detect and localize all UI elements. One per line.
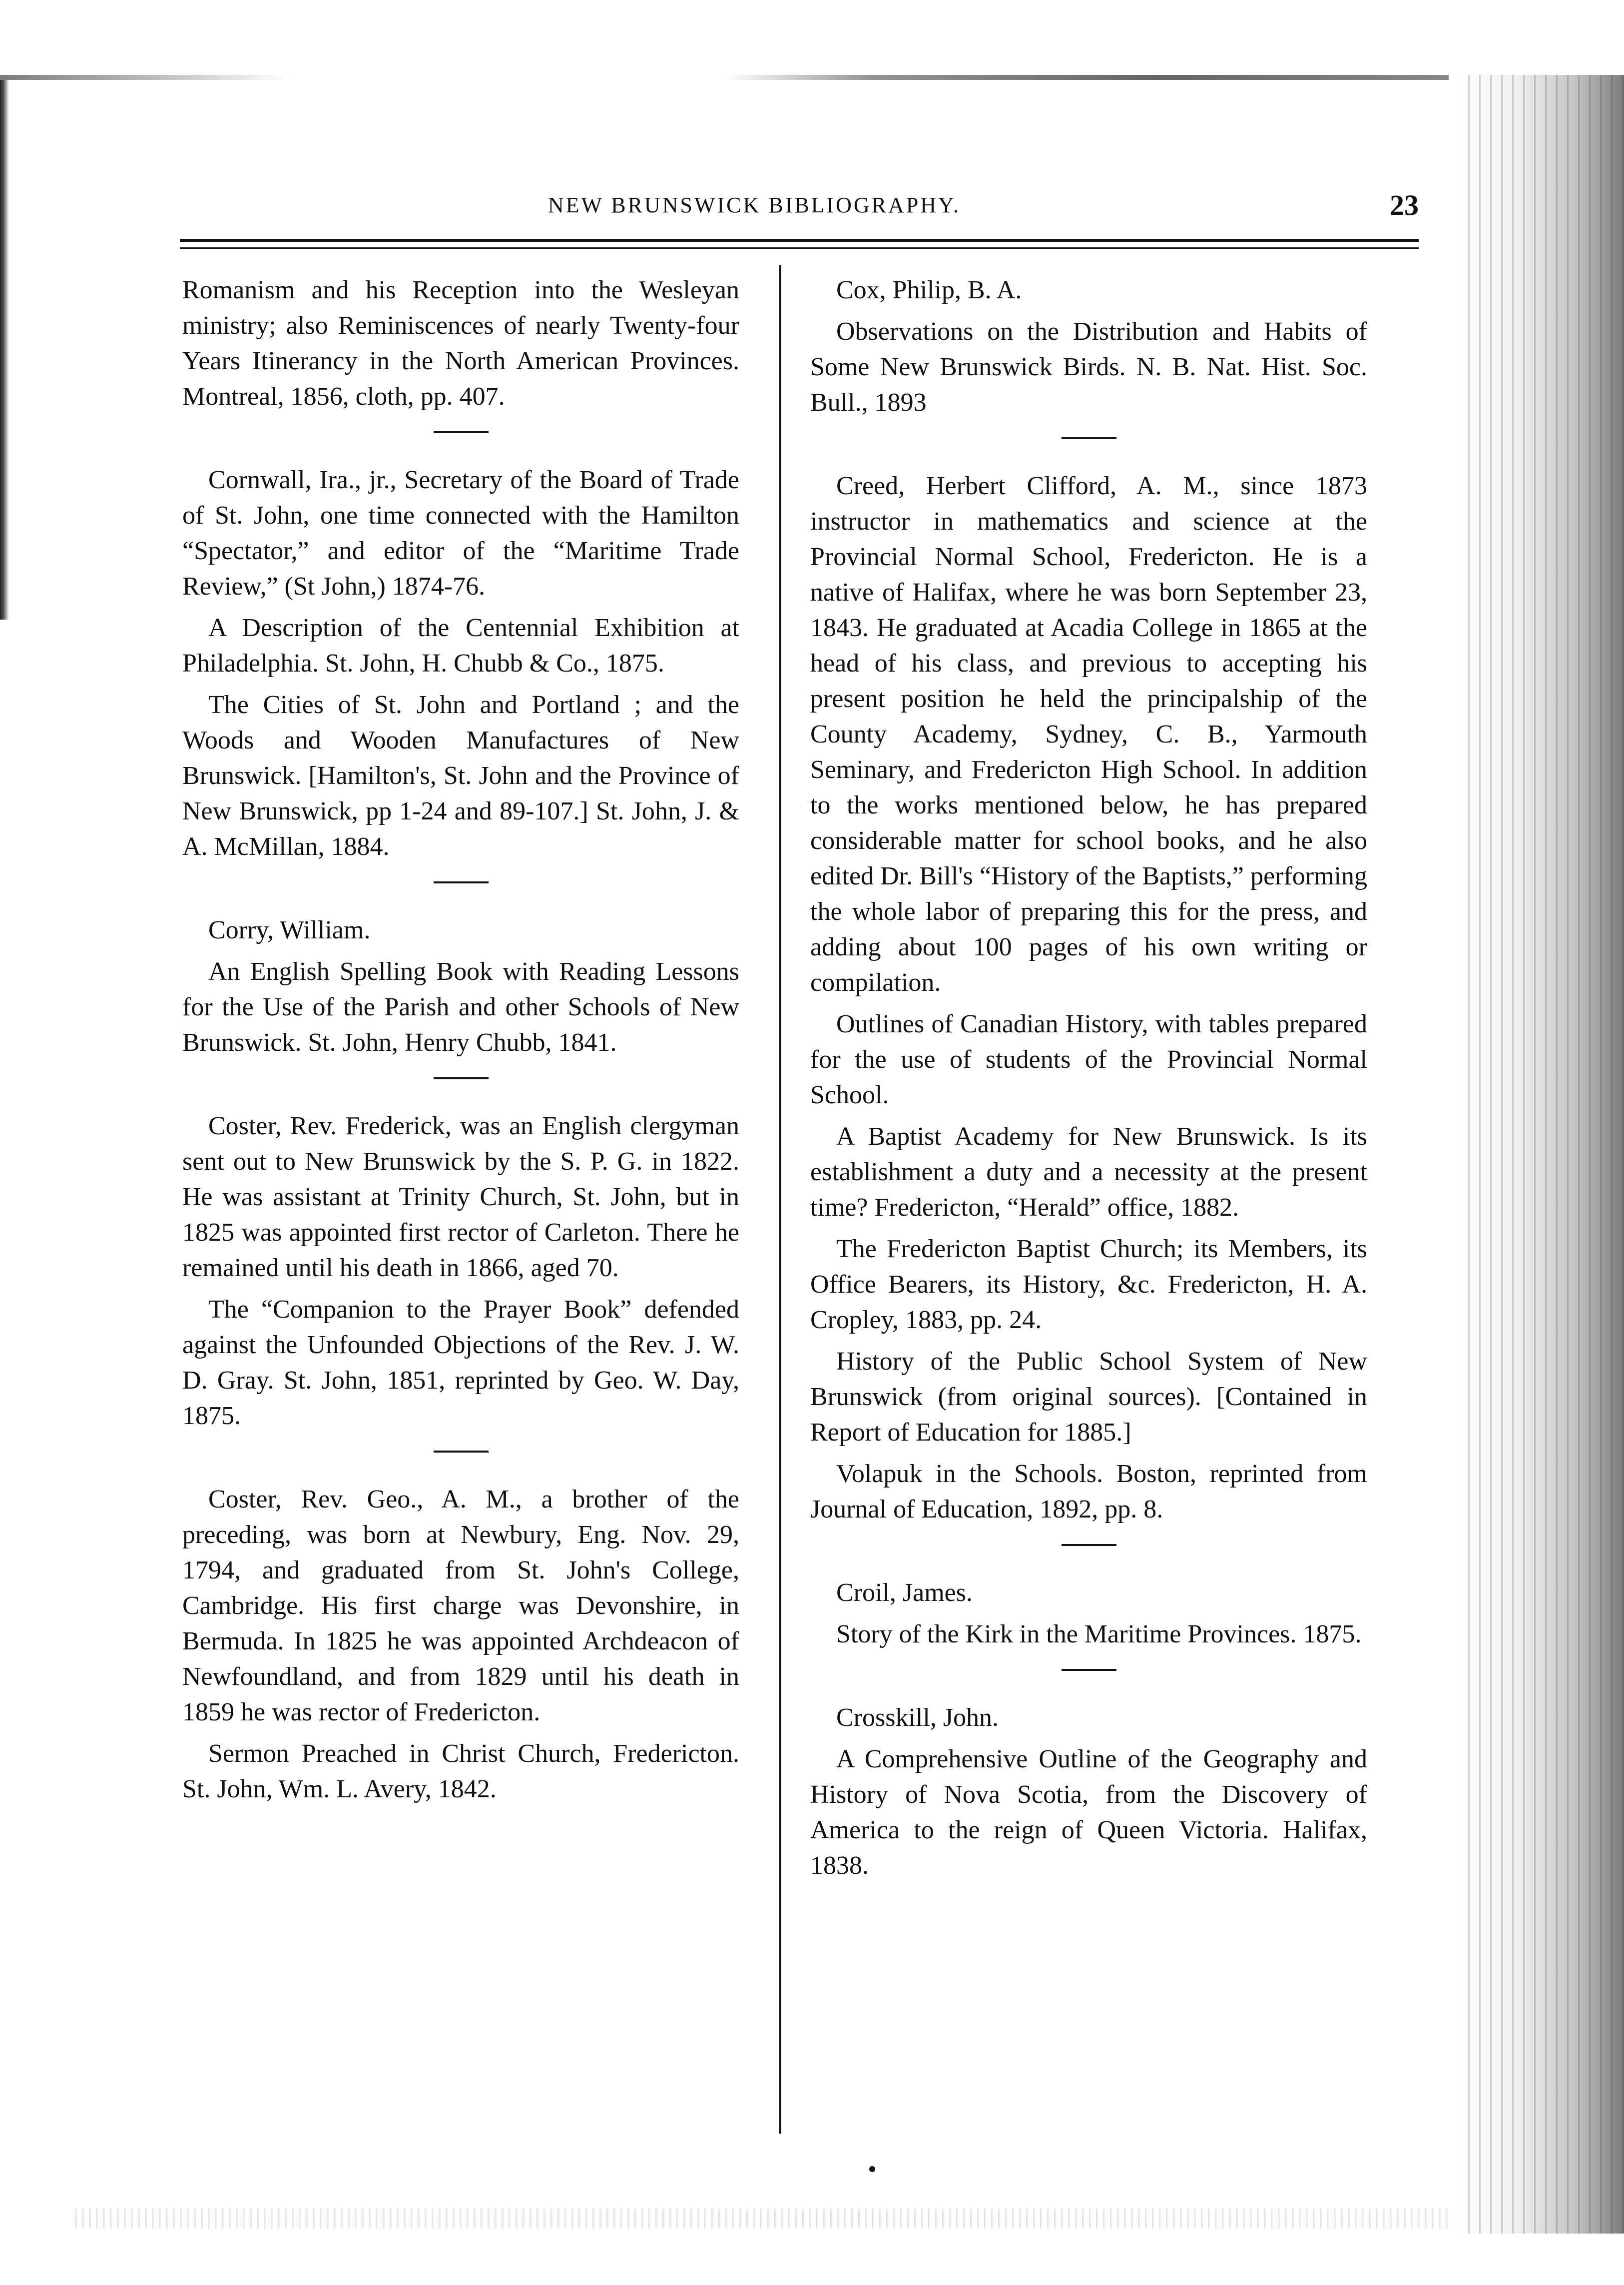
entry-heading: Cox, Philip, B. A.: [836, 276, 1022, 304]
paragraph: Romanism and his Reception into the Wesleyan ministry; also Reminiscences of nearly Twenty-four Years Itinerancy in the North American Provinces. Montreal, 1856, cloth, pp. 407.: [182, 276, 739, 411]
header-rule: [180, 239, 1419, 242]
running-title: NEW BRUNSWICK BIBLIOGRAPHY.: [547, 193, 961, 217]
paragraph: The Cities of St. John and Portland ; and the Woods and Wooden Manufactures of New Brunswick. [Hamilton's, St. John and the Province of New Brunswick, pp 1-24 and 89-107.] St. John, J. & A. McMillan, 1884.: [182, 691, 739, 861]
entry-separator: [1062, 1669, 1116, 1671]
column-divider: [779, 265, 781, 2134]
paragraph: Story of the Kirk in the Maritime Provinces. 1875.: [836, 1620, 1362, 1648]
entry-heading: Crosskill, John.: [836, 1703, 999, 1732]
paragraph: The Fredericton Baptist Church; its Members, its Office Bearers, its History, &c. Fredericton, H. A. Cropley, 1883, pp. 24.: [810, 1235, 1367, 1334]
paragraph: A Description of the Centennial Exhibition at Philadelphia. St. John, H. Chubb & Co., 1875.: [182, 614, 739, 678]
entry-separator: [434, 881, 489, 883]
entry-separator: [1062, 437, 1116, 439]
entry-heading: Coster, Rev. Frederick, was an English clergyman sent out to New Brunswick by the S. P. G. in 1822. He was assistant at Trinity Church, St. John, but in 1825 was appointed first rector of Carleton. There he remained until his death in 1866, aged 70.: [182, 1112, 739, 1282]
paragraph: A Baptist Academy for New Brunswick. Is its establishment a duty and a necessity at the present time? Fredericton, “Herald” office, 1882.: [810, 1122, 1367, 1222]
paragraph: Observations on the Distribution and Habits of Some New Brunswick Birds. N. B. Nat. Hist. Soc. Bull., 1893: [810, 317, 1367, 417]
page-header: [180, 189, 1419, 227]
entry-separator: [434, 431, 489, 433]
header-rule-secondary: [180, 247, 1419, 249]
scan-left-edge: [0, 80, 9, 620]
paragraph: A Comprehensive Outline of the Geography and History of Nova Scotia, from the Discovery of America to the reign of Queen Victoria. Halifax, 1838.: [810, 1745, 1367, 1880]
entry-heading: Corry, William.: [208, 916, 371, 944]
paragraph: Outlines of Canadian History, with tables prepared for the use of students of the Provincial Normal School.: [810, 1010, 1367, 1109]
paragraph: History of the Public School System of New Brunswick (from original sources). [Contained in Report of Education for 1885.]: [810, 1347, 1367, 1447]
left-column: [182, 272, 739, 1813]
page-number: 23: [1390, 189, 1419, 221]
right-column: [810, 272, 1367, 1889]
paragraph: An English Spelling Book with Reading Lessons for the Use of the Parish and other Schools of New Brunswick. St. John, Henry Chubb, 1841.: [182, 957, 739, 1057]
paragraph: Sermon Preached in Christ Church, Fredericton. St. John, Wm. L. Avery, 1842.: [182, 1739, 739, 1803]
scan-bottom-edge: [75, 2209, 1449, 2229]
entry-heading: Creed, Herbert Clifford, A. M., since 1873 instructor in mathematics and science at the Provincial Normal School, Fredericton. He is a native of Halifax, where he was born September 23, 1843. He graduated at Acadia College in 1865 at the head of his class, and previous to accepting his present position he held the principalship of the County Academy, Sydney, C. B., Yarmouth Seminary, and Fredericton High School. In addition to the works mentioned below, he has prepared considerable matter for school books, and he also edited Dr. Bill's “History of the Baptists,” performing the whole labor of preparing this for the press, and adding about 100 pages of his own writing or compilation.: [810, 472, 1367, 997]
scan-top-edge: [0, 75, 1449, 80]
entry-separator: [434, 1077, 489, 1079]
stray-mark: [869, 2166, 875, 2172]
entry-separator: [434, 1451, 489, 1453]
entry-heading: Croil, James.: [836, 1578, 973, 1607]
paragraph: Volapuk in the Schools. Boston, reprinted from Journal of Education, 1892, pp. 8.: [810, 1460, 1367, 1523]
entry-heading: Cornwall, Ira., jr., Secretary of the Board of Trade of St. John, one time connected with the Hamilton “Spectator,” and editor of the “Maritime Trade Review,” (St John,) 1874-76.: [182, 466, 739, 601]
entry-heading: Coster, Rev. Geo., A. M., a brother of the preceding, was born at Newbury, Eng. Nov. 29, 1794, and graduated from St. John's College, Cambridge. His first charge was Devonshire, in Bermuda. In 1825 he was appointed Archdeacon of Newfoundland, and from 1829 until his death in 1859 he was rector of Fredericton.: [182, 1485, 739, 1726]
scan-right-edge: [1459, 75, 1624, 2234]
paragraph: The “Companion to the Prayer Book” defended against the Unfounded Objections of the Rev. J. W. D. Gray. St. John, 1851, reprinted by Geo. W. Day, 1875.: [182, 1295, 739, 1430]
entry-separator: [1062, 1544, 1116, 1546]
